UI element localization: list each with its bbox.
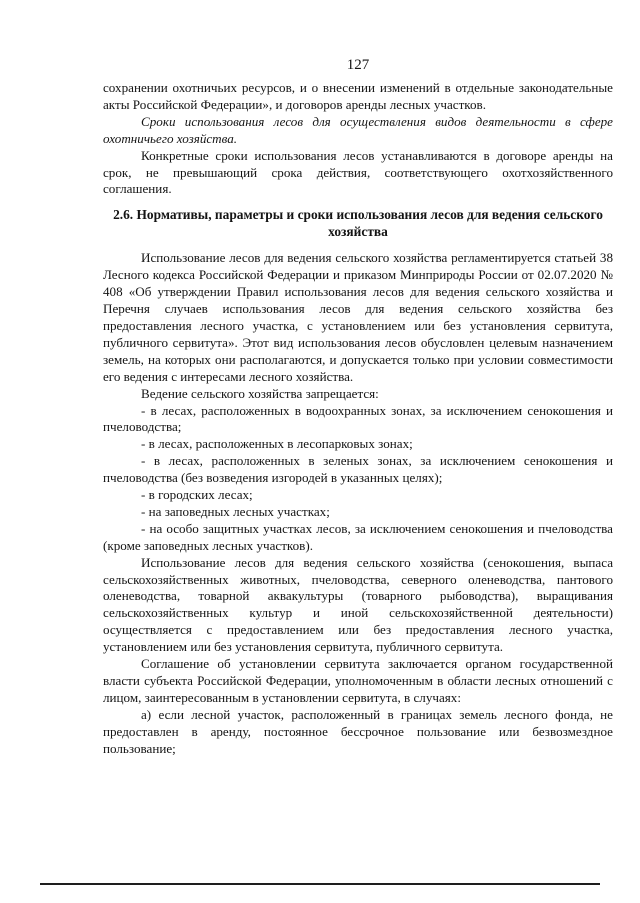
paragraph-terms: Конкретные сроки использования лесов устанавливаются в договоре аренды на срок, не превышающий срока действия, соответствующего охотхозяйственного соглашения.	[103, 147, 613, 197]
paragraph-italic-subtitle: Сроки использования лесов для осуществления видов деятельности в сфере охотничьего хозяйства.	[103, 113, 613, 146]
page-number: 127	[346, 57, 370, 73]
bottom-divider	[40, 883, 600, 885]
paragraph-continuation: сохранении охотничьих ресурсов, и о внесении изменений в отдельные законодательные акты Российской Федерации», и договоров аренды лесных участков.	[103, 80, 613, 112]
section-heading: 2.6. Нормативы, параметры и сроки использования лесов для ведения сельского хозяйства	[113, 207, 603, 240]
paragraph-easement-agreement: Соглашение об установлении сервитута заключается органом государственной власти субъекта Российской Федерации, уполномоченным в области лесных отношений с лицом, заинтересованным в установлении сервитута, в случаях:	[103, 656, 613, 705]
list-item: а) если лесной участок, расположенный в границах земель лесного фонда, не предоставлен в аренду, постоянное бессрочное пользование или безвозмездное пользование;	[103, 706, 613, 756]
list-item: - в городских лесах;	[141, 487, 253, 503]
paragraph-regulation: Использование лесов для ведения сельского хозяйства регламентируется статьей 38 Лесного кодекса Российской Федерации и приказом Минприроды России от 02.07.2020 № 408 «Об утверждении Правил использования лесов для ведения сельского хозяйства и Перечня случаев использования лесов для ведения сельского хозяйства без предоставления лесного участка, с установлением или без установления сервитута, публичного сервитута». Этот вид использования лесов обусловлен целевым назначением земель, на которых они располагаются, и допускается только при условии совместимости его ведения с интересами лесного хозяйства.	[103, 250, 613, 384]
list-item: - на особо защитных участках лесов, за исключением сенокошения и пчеловодства (кроме заповедных лесных участков).	[103, 520, 613, 553]
list-item: - на заповедных лесных участках;	[141, 503, 330, 519]
list-item: - в лесах, расположенных в водоохранных зонах, за исключением сенокошения и пчеловодства;	[103, 402, 613, 435]
document-page	[103, 56, 613, 758]
list-item: - в лесах, расположенных в зеленых зонах, за исключением сенокошения и пчеловодства (без возведения изгородей в указанных целях);	[103, 453, 613, 486]
list-item: - в лесах, расположенных в лесопарковых зонах;	[141, 436, 413, 452]
paragraph-prohibited-intro: Ведение сельского хозяйства запрещается:	[141, 385, 379, 401]
paragraph-agriculture-use: Использование лесов для ведения сельского хозяйства (сенокошения, выпаса сельскохозяйственных животных, пчеловодства, северного оленеводства, пантового оленеводства, товарной аквакультуры (товарного рыбоводства), выращивания сельскохозяйственных культур и иной сельскохозяйственной деятельности) осуществляется с предоставлением или без предоставления лесного участка, установлением или без установления сервитута, публичного сервитута.	[103, 554, 613, 655]
